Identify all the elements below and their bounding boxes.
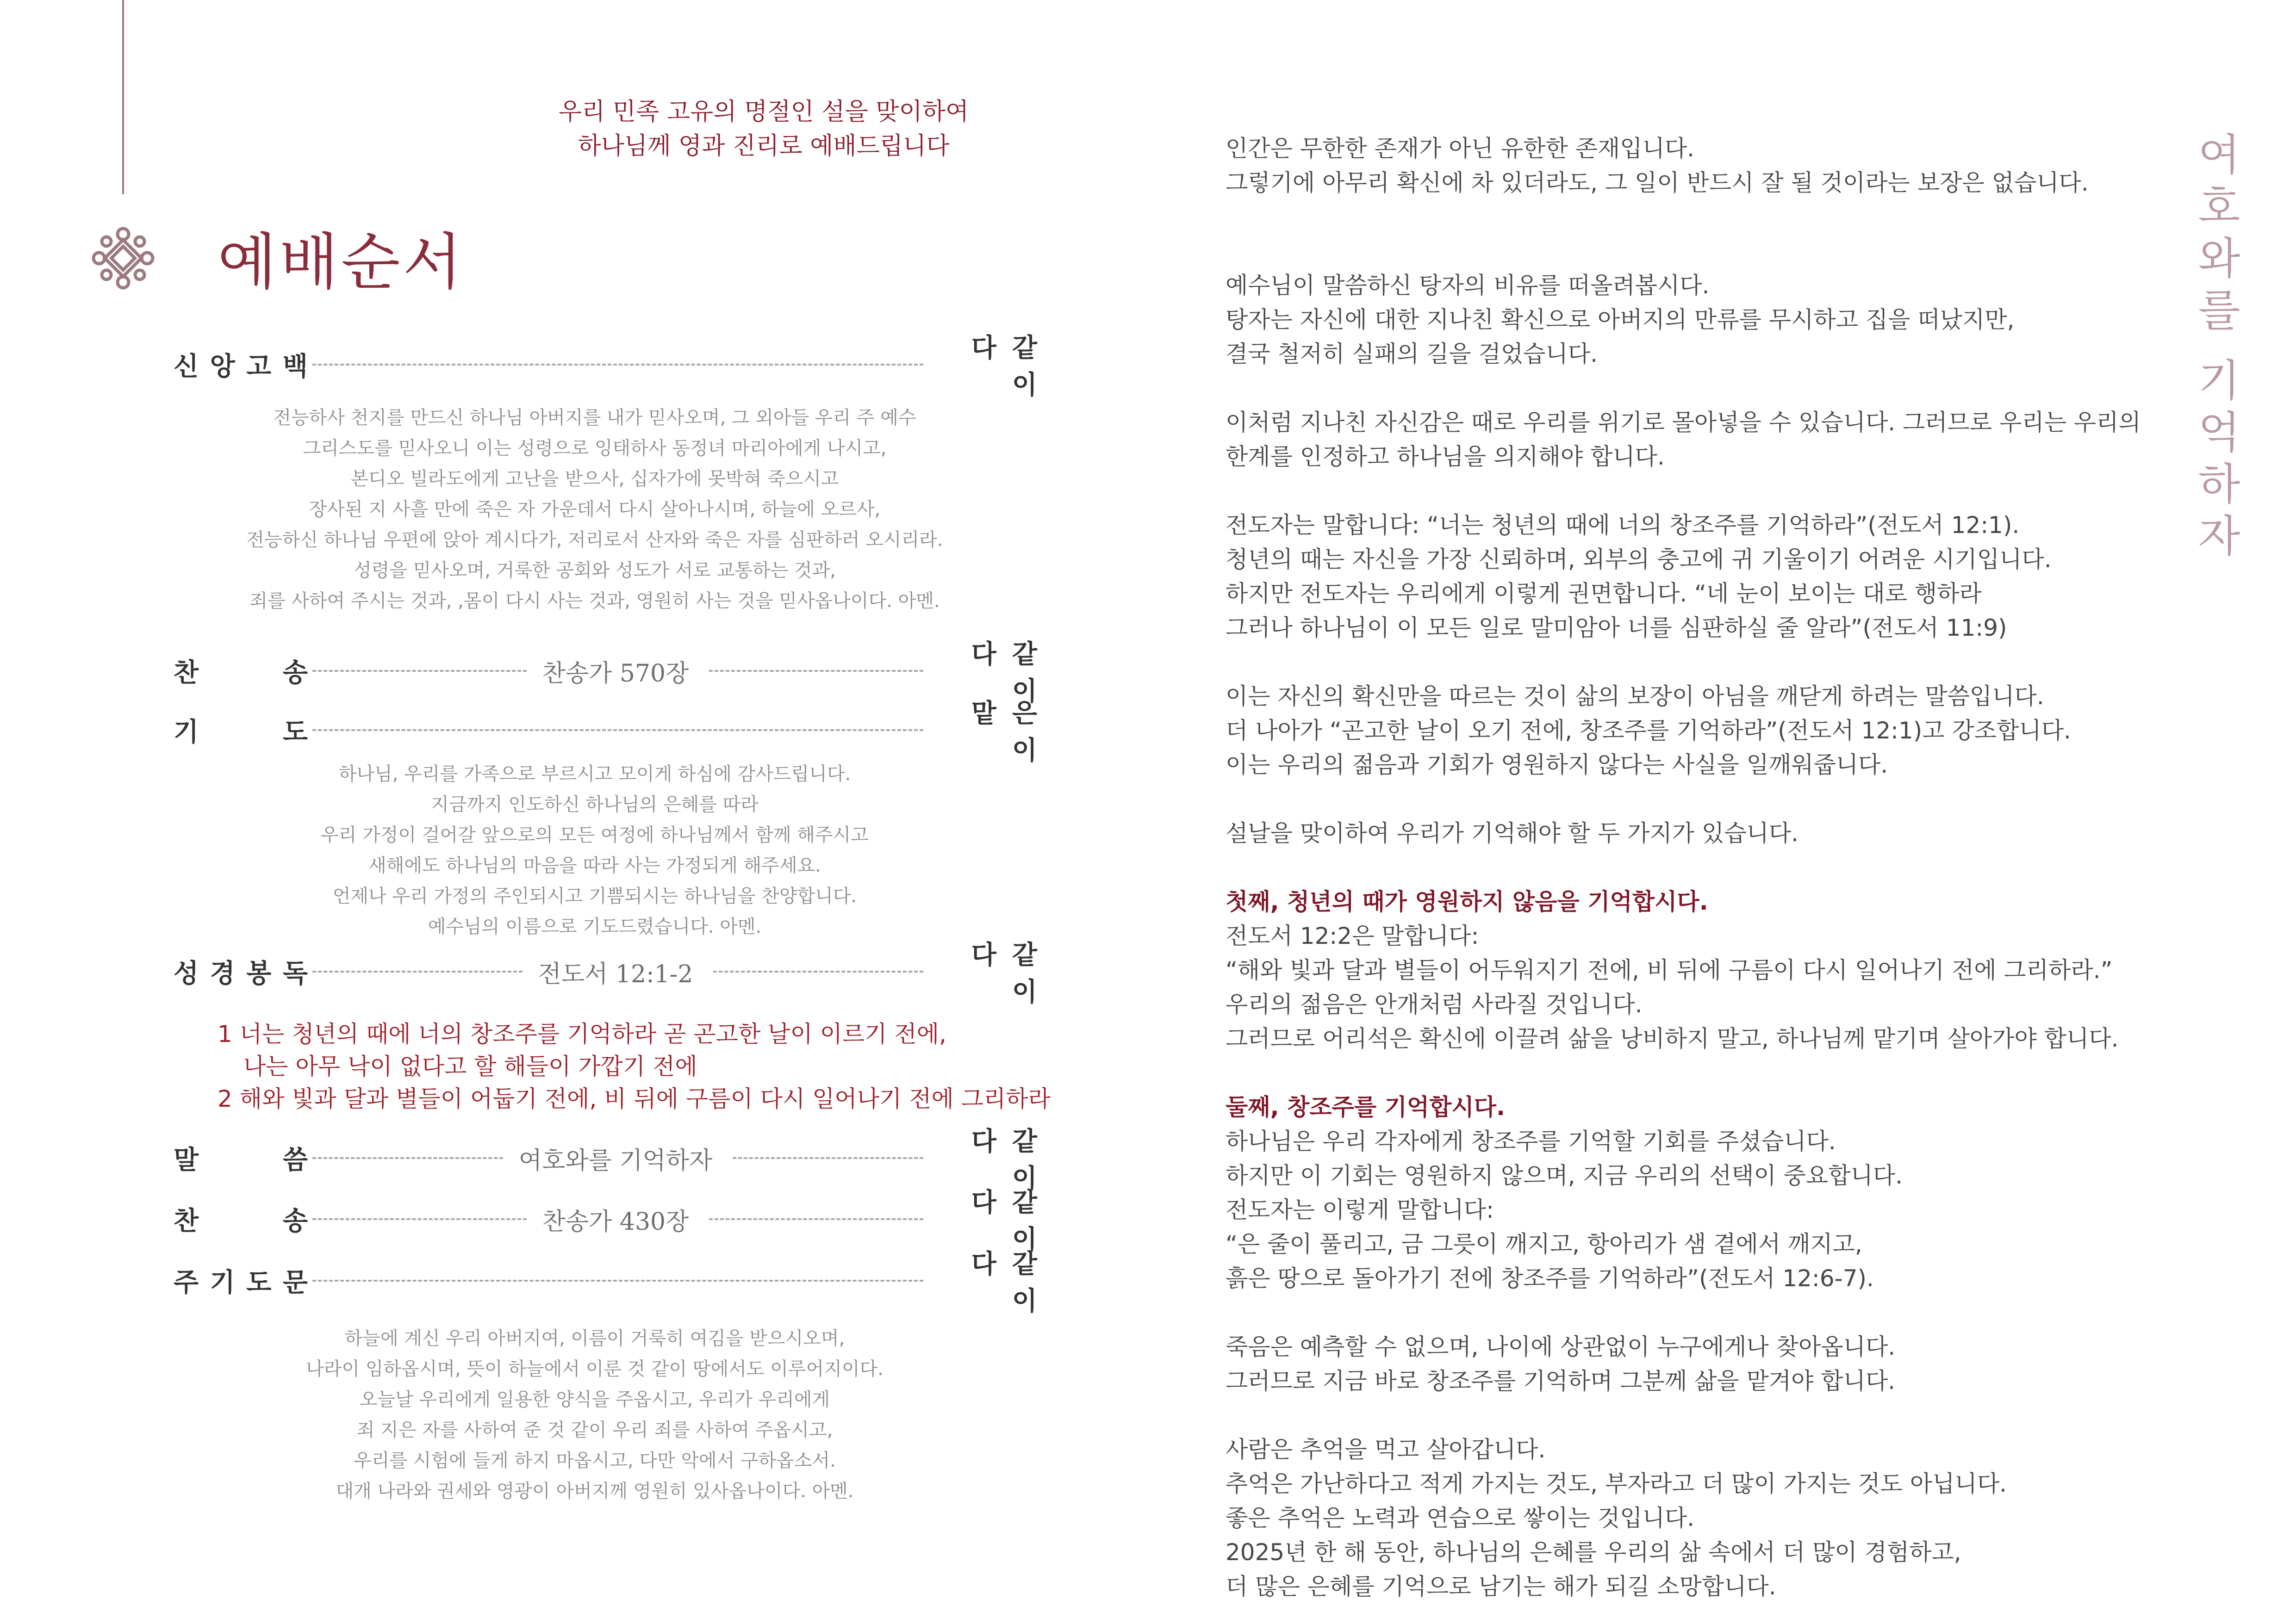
- label-char: 주: [174, 1268, 199, 1298]
- vertical-sermon-title: [2189, 130, 2249, 563]
- text-line: 죽음은 예측할 수 없으며, 나이에 상관없이 누구에게나 찾아옵니다.: [1226, 1333, 1896, 1360]
- dash-leader: [312, 971, 523, 973]
- creed-line: 성령을 믿사오며, 거룩한 공회와 성도가 서로 교통하는 것과,: [354, 560, 836, 581]
- label-char: 기: [174, 717, 199, 747]
- label-char: 송: [282, 1206, 308, 1236]
- title-char: 와: [2198, 234, 2240, 284]
- prayer-line: 예수님의 이름으로 기도드렸습니다. 아멘.: [428, 916, 762, 937]
- section-heading: 첫째, 청년의 때가 영원하지 않음을 기억합시다.: [1226, 888, 1708, 915]
- order-label: [174, 1140, 308, 1177]
- intro-text: [463, 95, 1064, 163]
- text-line: 우리의 젊음은 안개처럼 사라질 것입니다.: [1226, 991, 1643, 1018]
- sermon-text: [1226, 97, 2141, 1604]
- dash-leader: [709, 670, 923, 672]
- text-line: 탕자는 자신에 대한 지나친 확신으로 아버지의 만류를 무시하고 집을 떠났지만,: [1226, 306, 2015, 333]
- creed-line: 장사된 지 사흘 만에 죽은 자 가운데서 다시 살아나시며, 하늘에 오르사,: [309, 499, 881, 520]
- text-line: 청년의 때는 자신을 가장 신뢰하며, 외부의 충고에 귀 기울이기 어려운 시기입니다.: [1226, 546, 2052, 573]
- text-line: 그러므로 지금 바로 창조주를 기억하며 그분께 삶을 맡겨야 합니다.: [1226, 1368, 1896, 1395]
- text-line: “은 줄이 풀리고, 금 그릇이 깨지고, 항아리가 샘 곁에서 깨지고,: [1226, 1231, 1862, 1258]
- lords-line: 하늘에 계신 우리 아버지여, 이름이 거룩히 여김을 받으시오며,: [344, 1328, 845, 1349]
- order-row-reading: [174, 940, 1053, 1007]
- text-line: “해와 빛과 달과 별들이 어두워지기 전에, 비 뒤에 구름이 다시 일어나기 전에 그리하라.”: [1226, 957, 2113, 984]
- label-char: 씀: [282, 1145, 308, 1175]
- text-line: 사람은 추억을 먹고 살아갑니다.: [1226, 1436, 1546, 1463]
- text-line: 흙은 땅으로 돌아가기 전에 창조주를 기억하라”(전도서 12:6-7).: [1226, 1265, 1874, 1292]
- creed-line: 그리스도를 믿사오니 이는 성령으로 잉태하사 동정녀 마리아에게 나시고,: [303, 438, 887, 459]
- order-row-sermon: [174, 1127, 1053, 1194]
- order-label: [174, 712, 308, 749]
- label-char: 찬: [174, 658, 199, 688]
- label-char: 송: [282, 658, 308, 688]
- text-line: 추억은 가난하다고 적게 가지는 것도, 부자라고 더 많이 가지는 것도 아닙니다.: [1226, 1470, 2007, 1497]
- dash-leader: [312, 364, 923, 366]
- text-line: 하지만 전도자는 우리에게 이렇게 권면합니다. “네 눈이 보이는 대로 행하라: [1226, 580, 1982, 607]
- prayer-line: 새해에도 하나님의 마음을 따라 사는 가정되게 해주세요.: [368, 855, 821, 876]
- text-line: 더 많은 은혜를 기억으로 남기는 해가 되길 소망합니다.: [1226, 1573, 1776, 1600]
- text-line: 인간은 무한한 존재가 아닌 유한한 존재입니다.: [1226, 135, 1695, 162]
- label-char: 독: [282, 959, 308, 989]
- dash-leader: [312, 1157, 503, 1159]
- text-line: 그러므로 어리석은 확신에 이끌려 삶을 낭비하지 말고, 하나님께 맡기며 살아가야 합니다.: [1226, 1025, 2119, 1052]
- prayer-line: 우리 가정이 걸어갈 앞으로의 모든 여정에 하나님께서 함께 해주시고: [321, 824, 869, 846]
- prayer-line: 언제나 우리 가정의 주인되시고 기쁨되시는 하나님을 찬양합니다.: [332, 886, 857, 907]
- text-line: 이는 우리의 젊음과 기회가 영원하지 않다는 사실을 일깨워줍니다.: [1226, 751, 1888, 778]
- label-char: 찬: [174, 1206, 199, 1236]
- dash-leader: [312, 1218, 527, 1220]
- text-line: 전도자는 말합니다: “너는 청년의 때에 너의 창조주를 기억하라”(전도서 12:1).: [1226, 512, 2020, 539]
- page-title: 예배순서: [218, 227, 465, 298]
- text-line: 예수님이 말씀하신 탕자의 비유를 떠올려봅시다.: [1226, 272, 1710, 299]
- order-row-hymn1: [174, 639, 1053, 707]
- order-leader: 다같이: [971, 1188, 1053, 1255]
- order-row-lords-prayer: [174, 1249, 1053, 1316]
- text-line: 한계를 인정하고 하나님을 의지해야 합니다.: [1226, 443, 1665, 470]
- creed-line: 본디오 빌라도에게 고난을 받으사, 십자가에 못박혀 죽으시고: [350, 468, 839, 490]
- title-char: 호: [2198, 182, 2240, 232]
- label-char: 앙: [210, 352, 235, 382]
- order-detail: 찬송가 430장: [542, 1208, 689, 1236]
- text-line: 이처럼 지나친 자신감은 때로 우리를 위기로 몰아넣을 수 있습니다. 그러므로 우리는 우리의: [1226, 409, 2141, 436]
- text-line: 그러나 하나님이 이 모든 일로 말미암아 너를 심판하실 줄 알라”(전도서 11:9): [1226, 614, 2007, 641]
- order-leader: 다같이: [971, 639, 1053, 707]
- creed-text: [211, 403, 979, 616]
- order-label: [174, 953, 308, 990]
- intro-line: 우리 민족 고유의 명절인 설을 맞이하여: [558, 98, 969, 126]
- lords-line: 대개 나라와 권세와 영광이 아버지께 영원히 있사옵나이다. 아멘.: [336, 1481, 854, 1502]
- label-char: 기: [210, 1268, 235, 1298]
- label-char: 고: [246, 352, 272, 382]
- title-char: 하: [2198, 459, 2240, 510]
- title-char: 억: [2198, 408, 2240, 458]
- prayer-text: [211, 759, 979, 942]
- lords-prayer-text: [211, 1323, 979, 1506]
- scripture-line: 나는 아무 낙이 없다고 할 해들이 가깝기 전에: [243, 1053, 697, 1080]
- intro-line: 하나님께 영과 진리로 예배드립니다: [578, 132, 950, 160]
- text-line: 2025년 한 해 동안, 하나님의 은혜를 우리의 삶 속에서 더 많이 경험하고,: [1226, 1539, 1961, 1566]
- creed-line: 죄를 사하여 주시는 것과, ,몸이 다시 사는 것과, 영원히 사는 것을 믿사옵나이다. 아멘.: [249, 590, 940, 612]
- dash-leader: [713, 971, 923, 973]
- order-detail: 여호와를 기억하자: [518, 1147, 713, 1175]
- order-detail: 찬송가 570장: [542, 659, 689, 688]
- scripture-line: 2 해와 빛과 달과 별들이 어둡기 전에, 비 뒤에 구름이 다시 일어나기 전에 그리하라: [218, 1085, 1051, 1112]
- knot-cord: [122, 0, 124, 194]
- order-label: [174, 1262, 308, 1299]
- label-char: 도: [246, 1268, 272, 1298]
- scripture-line: 1 너는 청년의 때에 너의 창조주를 기억하라 곧 곤고한 날이 이르기 전에,: [218, 1021, 946, 1048]
- title-char: 여: [2198, 130, 2240, 180]
- label-char: 말: [174, 1145, 199, 1175]
- order-label: [174, 1201, 308, 1238]
- order-label: [174, 652, 308, 689]
- creed-line: 전능하사 천지를 만드신 하나님 아버지를 내가 믿사오며, 그 외아들 우리 주 예수: [273, 407, 916, 428]
- text-line: 하나님은 우리 각자에게 창조주를 기억할 기회를 주셨습니다.: [1226, 1128, 1836, 1155]
- title-spacer: [2189, 337, 2249, 355]
- dash-leader: [709, 1218, 923, 1220]
- text-line: 좋은 추억은 노력과 연습으로 쌓이는 것입니다.: [1226, 1505, 1695, 1531]
- label-char: 봉: [246, 959, 272, 989]
- title-char: 를: [2198, 285, 2240, 336]
- maedeup-knot-icon: [91, 226, 156, 291]
- label-char: 성: [174, 959, 199, 989]
- text-line: 하지만 이 기회는 영원하지 않으며, 지금 우리의 선택이 중요합니다.: [1226, 1162, 1903, 1189]
- section-heading: 둘째, 창조주를 기억합시다.: [1226, 1094, 1506, 1121]
- order-leader: 다같이: [971, 940, 1053, 1007]
- label-char: 신: [174, 352, 199, 382]
- text-line: 더 나아가 “곤고한 날이 오기 전에, 창조주를 기억하라”(전도서 12:1)고 강조합니다.: [1226, 717, 2071, 744]
- lords-line: 죄 지은 자를 사하여 준 것 같이 우리 죄를 사하여 주옵시고,: [356, 1419, 833, 1441]
- title-char: 자: [2198, 511, 2240, 562]
- prayer-line: 하나님, 우리를 가족으로 부르시고 모이게 하심에 감사드립니다.: [338, 763, 851, 785]
- order-row-creed: [174, 333, 1053, 400]
- label-char: 경: [210, 959, 235, 989]
- lords-line: 우리를 시험에 들게 하지 마옵시고, 다만 악에서 구하옵소서.: [354, 1450, 836, 1471]
- label-char: 문: [282, 1268, 308, 1298]
- order-leader: 맡은이: [971, 699, 1053, 766]
- prayer-line: 지금까지 인도하신 하나님의 은혜를 따라: [431, 794, 759, 815]
- lords-line: 나라이 임하옵시며, 뜻이 하늘에서 이룬 것 같이 땅에서도 이루어지이다.: [306, 1358, 884, 1380]
- order-row-prayer: [174, 699, 1053, 766]
- order-label: [174, 346, 308, 383]
- order-leader: 다같이: [971, 1249, 1053, 1316]
- creed-line: 전능하신 하나님 우편에 앉아 계시다가, 저리로서 산자와 죽은 자를 심판하러 오시리라.: [246, 529, 943, 551]
- label-char: 백: [282, 352, 308, 382]
- dash-leader: [312, 1280, 923, 1282]
- scripture-text: [218, 1018, 1060, 1115]
- order-leader: 다같이: [971, 1127, 1053, 1194]
- dash-leader: [312, 670, 527, 672]
- order-detail: 전도서 12:1-2: [538, 960, 693, 988]
- order-row-hymn2: [174, 1188, 1053, 1255]
- order-leader: 다같이: [971, 333, 1053, 400]
- text-line: 전도자는 이렇게 말합니다:: [1226, 1196, 1494, 1223]
- dash-leader: [312, 729, 923, 731]
- text-line: 설날을 맞이하여 우리가 기억해야 할 두 가지가 있습니다.: [1226, 820, 1799, 847]
- lords-line: 오늘날 우리에게 일용한 양식을 주옵시고, 우리가 우리에게: [359, 1389, 830, 1410]
- title-char: 기: [2198, 356, 2240, 406]
- text-line: 전도서 12:2은 말합니다:: [1226, 923, 1479, 949]
- dash-leader: [733, 1157, 923, 1159]
- label-char: 도: [282, 717, 308, 747]
- text-line: 이는 자신의 확신만을 따르는 것이 삶의 보장이 아님을 깨닫게 하려는 말씀입니다.: [1226, 683, 2044, 710]
- text-line: 그렇기에 아무리 확신에 차 있더라도, 그 일이 반드시 잘 될 것이라는 보장은 없습니다.: [1226, 169, 2089, 196]
- text-line: 결국 철저히 실패의 길을 걸었습니다.: [1226, 341, 1598, 367]
